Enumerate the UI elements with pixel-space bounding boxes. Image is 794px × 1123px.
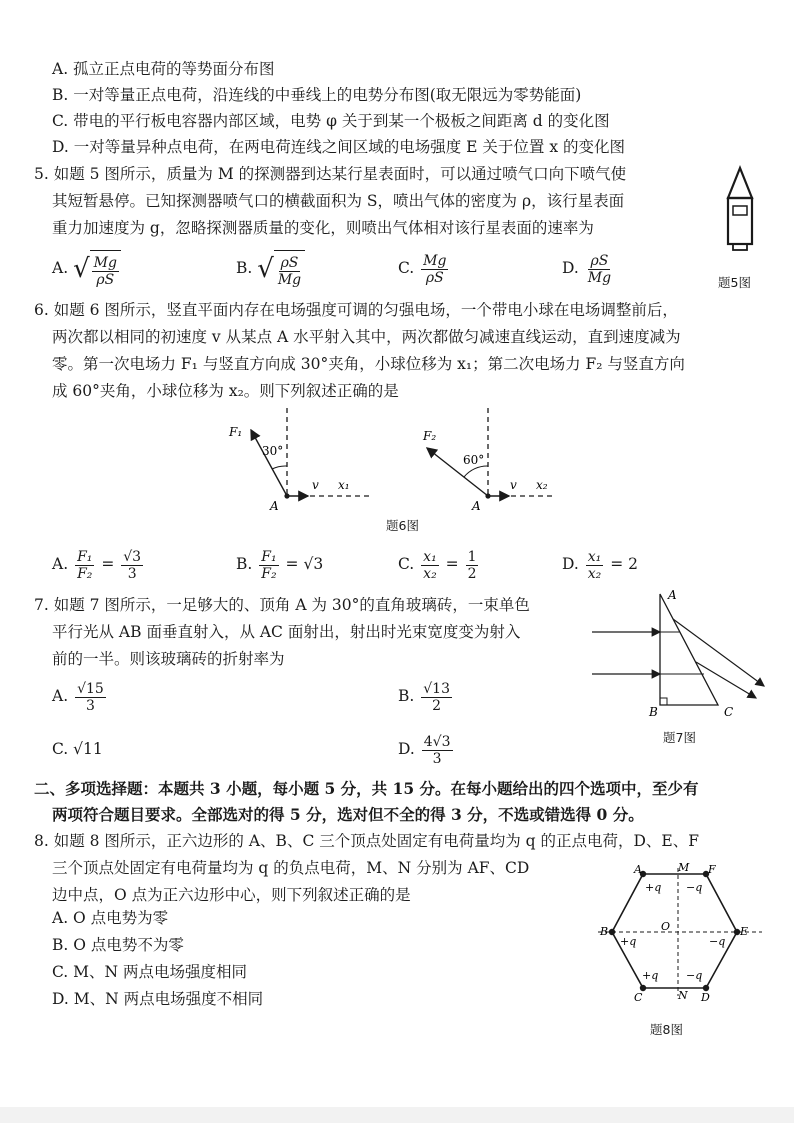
q7-option-d[interactable] xyxy=(398,731,455,767)
label-point-a: A xyxy=(270,499,279,513)
numerator: x₁ xyxy=(423,548,437,565)
q5-stem-line3: 重力加速度为 g，忽略探测器质量的变化，则喷出气体相对该行星表面的速率为 xyxy=(52,219,594,237)
q7-figure-caption: 题7图 xyxy=(663,730,696,745)
fraction xyxy=(422,734,453,767)
denominator: 3 xyxy=(127,565,137,582)
q5-option-a[interactable] xyxy=(52,250,121,288)
numerator: F₁ xyxy=(77,548,93,565)
q8-stem-line2: 三个顶点处固定有电荷量均为 q 的负点电荷，M、N 分别为 AF、CD xyxy=(52,859,530,877)
label-m: M xyxy=(678,861,690,874)
label-b: B xyxy=(649,705,658,719)
numerator: x₁ xyxy=(587,548,602,565)
q7-stem-line1: 7. 如题 7 图所示，一足够大的、顶角 A 为 30°的直角玻璃砖，一束单色 xyxy=(34,596,530,614)
q6-option-c-label: C. xyxy=(398,555,415,573)
label-angle-60: 60° xyxy=(463,453,485,467)
q7-option-b-label: B. xyxy=(398,687,415,705)
q6-stem-line2: 两次都以相同的初速度 v 从某点 A 水平射入其中，两次都做匀减速直线运动，直到速度减为 xyxy=(52,328,681,346)
numerator: 4√3 xyxy=(423,733,451,750)
q6-option-b-label: B. xyxy=(236,555,253,573)
denominator: 3 xyxy=(432,750,442,767)
q7-option-b[interactable] xyxy=(398,678,454,714)
q5-option-a-label: A. xyxy=(52,259,69,277)
q7-option-a-label: A. xyxy=(52,687,69,705)
q4-option-b[interactable]: B. 一对等量正点电荷，沿连线的中垂线上的电势分布图(取无限远为零势能面) xyxy=(52,86,582,104)
label-n: N xyxy=(678,989,688,1002)
label-f: F xyxy=(708,863,716,876)
charge-label-c: +q xyxy=(642,969,659,982)
charge-point-b xyxy=(609,929,615,935)
denominator: Mg xyxy=(277,271,302,288)
denominator: x₂ xyxy=(423,565,437,582)
fraction xyxy=(421,253,448,286)
q8-option-a[interactable]: A. O 点电势为零 xyxy=(52,909,169,927)
force-arrow-f1 xyxy=(251,430,287,496)
fraction xyxy=(586,253,613,286)
q5-option-c-label: C. xyxy=(398,259,415,277)
q7-option-c-label: C. xyxy=(52,740,69,758)
q5-rocket-figure xyxy=(716,166,764,276)
denominator: Mg xyxy=(587,269,612,286)
q8-option-c[interactable]: C. M、N 两点电场强度相同 xyxy=(52,963,248,981)
fraction xyxy=(75,549,94,582)
q8-option-b[interactable]: B. O 点电势不为零 xyxy=(52,936,184,954)
label-velocity: v xyxy=(510,478,517,492)
label-x2: x₂ xyxy=(536,478,548,492)
option-value: √11 xyxy=(73,740,103,758)
q4-option-c[interactable]: C. 带电的平行板电容器内部区域，电势 φ 关于到某一个极板之间距离 d 的变化图 xyxy=(52,112,610,130)
q7-stem-line2: 平行光从 AB 面垂直射入，从 AC 面射出，射出时光束宽度变为射入 xyxy=(52,623,521,641)
q5-option-b-label: B. xyxy=(236,259,253,277)
label-e: E xyxy=(740,925,749,938)
denominator: F₂ xyxy=(77,565,93,582)
right-hand-side: = √3 xyxy=(285,555,324,573)
rocket-nose xyxy=(728,168,752,198)
charge-label-f: −q xyxy=(686,881,703,894)
fraction xyxy=(421,549,439,582)
q5-option-b[interactable] xyxy=(236,250,305,288)
rocket-nozzle xyxy=(733,244,747,250)
label-f1: F₁ xyxy=(229,425,243,439)
point-a-dot xyxy=(284,493,289,498)
q7-option-a[interactable] xyxy=(52,678,108,714)
q5-option-d[interactable] xyxy=(562,250,615,286)
q8-hexagon-figure xyxy=(590,858,770,1018)
point-a-dot xyxy=(485,493,490,498)
hexagon xyxy=(612,874,737,988)
label-point-a: A xyxy=(472,499,481,513)
fraction xyxy=(421,681,452,714)
denominator: 2 xyxy=(467,565,477,582)
sqrt-expression: √ $\frac{Mg}{\rho S}$ xyxy=(73,250,121,288)
q8-stem-line3: 边中点，O 点为正六边形中心，则下列叙述正确的是 xyxy=(52,886,411,904)
section2-heading-line2: 两项符合题目要求。全部选对的得 5 分，选对但不全的得 3 分，不选或错选得 0 分。 xyxy=(52,805,644,824)
charge-label-b: +q xyxy=(620,935,637,948)
equals-sign: = xyxy=(101,555,115,573)
fraction xyxy=(259,549,278,582)
q5-stem-line2: 其短暂悬停。已知探测器喷气口的横截面积为 S，喷出气体的密度为 ρ，该行星表面 xyxy=(52,192,625,210)
q6-stem-line1: 6. 如题 6 图所示，竖直平面内存在电场强度可调的匀强电场，一个带电小球在电场调整前后， xyxy=(34,301,678,319)
angle-arc xyxy=(272,466,287,469)
q6-option-d[interactable] xyxy=(562,546,638,582)
q5-option-c[interactable] xyxy=(398,250,450,286)
denominator: 3 xyxy=(85,697,95,714)
numerator: √13 xyxy=(423,680,451,697)
label-b: B xyxy=(600,925,609,938)
q6-stem-line4: 成 60°夹角，小球位移为 x₂。则下列叙述正确的是 xyxy=(52,382,399,400)
q6-figure-caption: 题6图 xyxy=(386,518,419,533)
numerator: Mg xyxy=(93,254,117,271)
numerator: √3 xyxy=(123,548,142,565)
q7-option-c[interactable] xyxy=(52,731,103,767)
numerator: Mg xyxy=(423,252,447,269)
rocket-window xyxy=(733,206,747,215)
label-a: A xyxy=(634,863,642,876)
q7-stem-line3: 前的一半。则该玻璃砖的折射率为 xyxy=(52,650,285,668)
label-f2: F₂ xyxy=(423,429,437,443)
fraction xyxy=(75,681,106,714)
q6-option-a[interactable] xyxy=(52,546,145,582)
denominator: x₂ xyxy=(587,565,602,582)
label-velocity: v xyxy=(312,478,319,492)
charge-label-d: −q xyxy=(686,969,703,982)
fraction xyxy=(121,549,143,582)
numerator: ρS xyxy=(280,254,299,271)
label-d: D xyxy=(701,991,710,1004)
right-hand-side: = 2 xyxy=(610,555,638,573)
numerator: √15 xyxy=(77,680,104,697)
q4-option-a[interactable]: A. 孤立正点电荷的等势面分布图 xyxy=(52,60,275,78)
section2-heading-line1: 二、多项选择题：本题共 3 小题，每小题 5 分，共 15 分。在每小题给出的四个选项中，至少有 xyxy=(34,779,699,798)
sqrt-expression: √ $\frac{\rho S}{Mg}$ xyxy=(257,250,305,288)
label-c: C xyxy=(634,991,643,1004)
denominator: F₂ xyxy=(261,565,277,582)
q8-option-d[interactable]: D. M、N 两点电场强度不相同 xyxy=(52,990,264,1008)
q6-option-d-label: D. xyxy=(562,555,579,573)
equals-sign: = xyxy=(445,555,459,573)
right-angle-mark xyxy=(660,698,667,705)
q6-stem-line3: 零。第一次电场力 F₁ 与竖直方向成 30°夹角，小球位移为 x₁；第二次电场力 F₂ 与竖直方向 xyxy=(52,355,685,373)
label-a: A xyxy=(668,588,677,602)
q7-option-d-label: D. xyxy=(398,740,415,758)
charge-label-a: +q xyxy=(645,881,662,894)
glass-prism-abc xyxy=(660,594,718,705)
q7-prism-figure xyxy=(588,586,773,719)
label-c: C xyxy=(724,705,734,719)
page-bottom-band xyxy=(0,1107,794,1123)
label-o: O xyxy=(661,920,671,933)
q6-figure xyxy=(220,404,560,519)
q5-option-d-label: D. xyxy=(562,259,579,277)
fraction xyxy=(586,549,604,582)
denominator: ρS xyxy=(96,271,115,288)
label-x1: x₁ xyxy=(338,478,350,492)
angle-arc xyxy=(464,466,488,477)
fraction xyxy=(466,549,479,582)
label-angle-30: 30° xyxy=(262,444,284,458)
rocket-body xyxy=(728,198,752,244)
q5-figure-caption: 题5图 xyxy=(718,275,751,290)
q6-option-c[interactable] xyxy=(398,546,480,582)
denominator: 2 xyxy=(432,697,442,714)
charge-label-e: −q xyxy=(709,935,726,948)
q4-option-d[interactable]: D. 一对等量异种点电荷，在两电荷连线之间区域的电场强度 E 关于位置 x 的变化图 xyxy=(52,138,625,156)
q6-option-b[interactable] xyxy=(236,546,323,582)
q6-option-a-label: A. xyxy=(52,555,69,573)
numerator: 1 xyxy=(467,548,477,565)
numerator: F₁ xyxy=(261,548,277,565)
q8-figure-caption: 题8图 xyxy=(650,1022,683,1037)
q8-stem-line1: 8. 如题 8 图所示，正六边形的 A、B、C 三个顶点处固定有电荷量均为 q 的正点电荷，D、E、F xyxy=(34,832,700,850)
numerator: ρS xyxy=(590,252,609,269)
q5-stem-line1: 5. 如题 5 图所示，质量为 M 的探测器到达某行星表面时，可以通过喷气口向下喷气使 xyxy=(34,165,627,183)
denominator: ρS xyxy=(425,269,444,286)
